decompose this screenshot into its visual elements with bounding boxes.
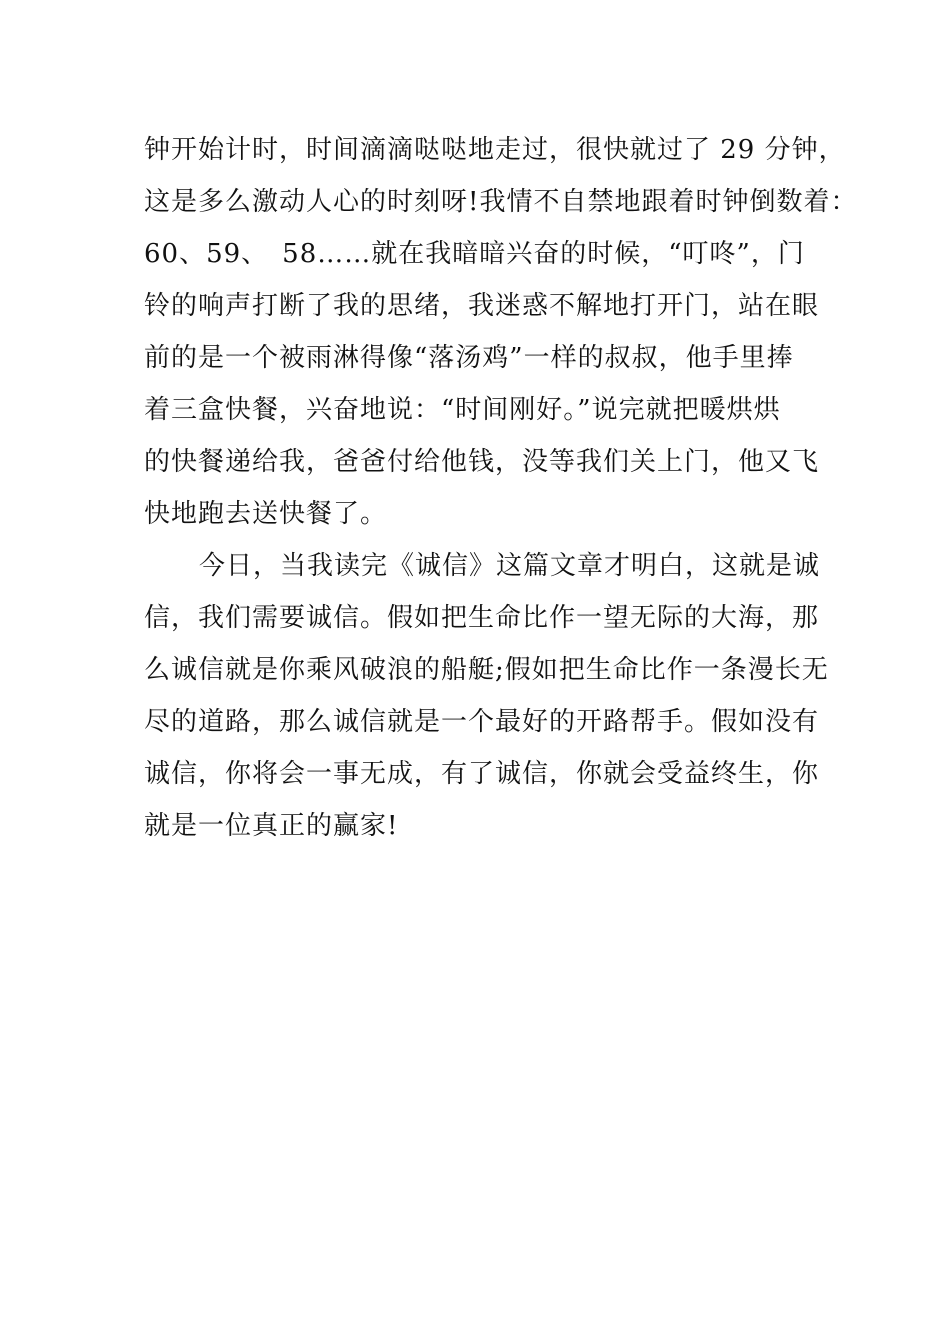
text-line: 就是一位真正的赢家! [144, 811, 399, 841]
text-line: 么诚信就是你乘风破浪的船艇;假如把生命比作一条漫长无 [144, 655, 829, 685]
text-line: 尽的道路，那么诚信就是一个最好的开路帮手。假如没有 [144, 707, 820, 737]
text-line: 前的是一个被雨淋得像“落汤鸡”一样的叔叔，他手里捧 [144, 343, 794, 373]
text-line: 铃的响声打断了我的思绪，我迷惑不解地打开门，站在眼 [144, 291, 820, 321]
paragraph-1 [144, 128, 858, 544]
text-line: 今日，当我读完《诚信》这篇文章才明白，这就是诚 [199, 551, 821, 581]
body-text [144, 128, 858, 856]
text-line: 信，我们需要诚信。假如把生命比作一望无际的大海，那 [144, 603, 820, 633]
text-line: 钟开始计时，时间滴滴哒哒地走过，很快就过了 29 分钟， [144, 135, 846, 165]
text-line: 诚信，你将会一事无成，有了诚信，你就会受益终生，你 [144, 759, 820, 789]
paragraph-2 [144, 544, 829, 856]
text-line: 60、59、 58……就在我暗暗兴奋的时候，“叮咚”，门 [144, 239, 805, 269]
text-line: 快地跑去送快餐了。 [144, 499, 388, 529]
text-line: 的快餐递给我，爸爸付给他钱，没等我们关上门，他又飞 [144, 447, 820, 477]
text-line: 这是多么激动人心的时刻呀!我情不自禁地跟着时钟倒数着： [144, 187, 858, 217]
text-line: 着三盒快餐，兴奋地说：“时间刚好。”说完就把暖烘烘 [144, 395, 781, 425]
